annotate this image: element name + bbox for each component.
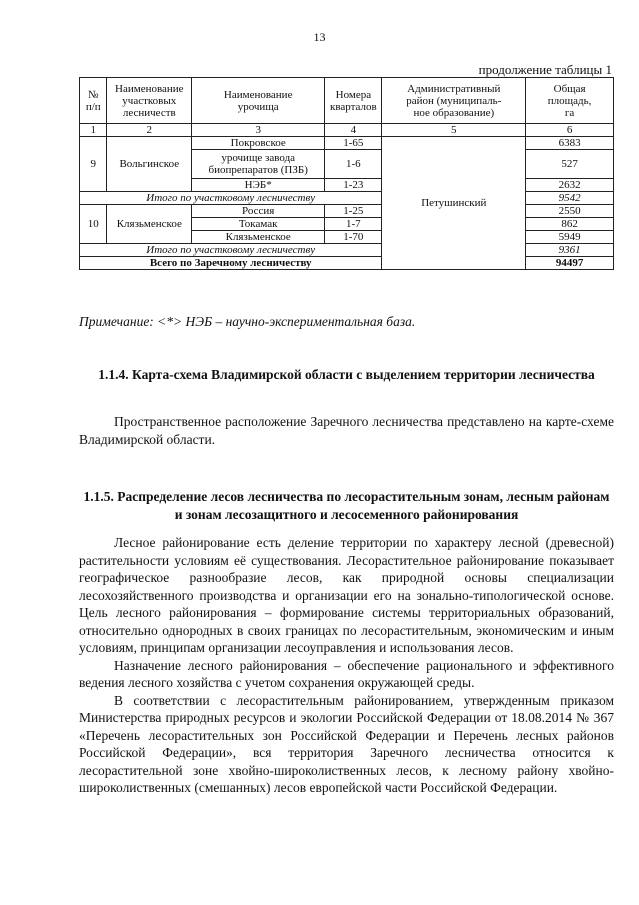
forestry-table xyxy=(79,77,614,270)
col-number: 4 xyxy=(325,124,382,137)
col-number: 1 xyxy=(80,124,107,137)
forestry-name: Вольгинское xyxy=(107,137,192,192)
forestry-name: Клязьменское xyxy=(107,205,192,244)
quarters: 1-7 xyxy=(325,218,382,231)
header-num: № п/п xyxy=(80,78,107,124)
page-number: 13 xyxy=(313,30,326,44)
quarters: 1-23 xyxy=(325,179,382,192)
subtotal-label: Итого по участковому лесничеству xyxy=(80,244,382,257)
header-district: Административный район (муниципаль- ное образование) xyxy=(382,78,526,124)
section-heading-zoning: 1.1.5. Распределение лесов лесничества по лесорастительным зонам, лесным районам и зонам лесозащитного и лесосеменного районирования xyxy=(83,489,610,522)
area: 2632 xyxy=(526,179,614,192)
district-name: Петушинский xyxy=(382,137,526,270)
tract-name: Токамак xyxy=(192,218,325,231)
tract-name: урочище завода биопрепаратов (ПЗБ) xyxy=(192,150,325,179)
col-number: 5 xyxy=(382,124,526,137)
col-number: 6 xyxy=(526,124,614,137)
tract-name: Клязьменское xyxy=(192,231,325,244)
col-number: 3 xyxy=(192,124,325,137)
tract-name: Россия xyxy=(192,205,325,218)
area: 5949 xyxy=(526,231,614,244)
header-tract: Наименование урочища xyxy=(192,78,325,124)
header-area: Общая площадь, га xyxy=(526,78,614,124)
section-body-zoning xyxy=(79,534,614,797)
table-continuation-label: продолжение таблицы 1 xyxy=(478,62,612,77)
table-note: Примечание: <*> НЭБ – научно-экспериментальная база. xyxy=(79,314,416,329)
tract-name: НЭБ* xyxy=(192,179,325,192)
subtotal-value: 9361 xyxy=(526,244,614,257)
section-heading-map: 1.1.4. Карта-схема Владимирской области с выделением территории лесничества xyxy=(98,367,595,382)
col-number: 2 xyxy=(107,124,192,137)
tract-name: Покровское xyxy=(192,137,325,150)
quarters: 1-65 xyxy=(325,137,382,150)
total-label: Всего по Заречному лесничеству xyxy=(80,257,382,270)
area: 527 xyxy=(526,150,614,179)
quarters: 1-25 xyxy=(325,205,382,218)
total-value: 94497 xyxy=(526,257,614,270)
header-quarters: Номера кварталов xyxy=(325,78,382,124)
area: 2550 xyxy=(526,205,614,218)
quarters: 1-70 xyxy=(325,231,382,244)
subtotal-value: 9542 xyxy=(526,192,614,205)
header-forestry: Наименование участковых лесничеств xyxy=(107,78,192,124)
row-number: 10 xyxy=(80,205,107,244)
body-paragraph: Назначение лесного районирования – обеспечение рационального и эффективного ведения лесного хозяйства с учетом сохранения окружающей среды. xyxy=(79,657,614,690)
subtotal-label: Итого по участковому лесничеству xyxy=(80,192,382,205)
quarters: 1-6 xyxy=(325,150,382,179)
row-number: 9 xyxy=(80,137,107,192)
body-paragraph: Лесное районирование есть деление территории по характеру лесной (древесной) растительности условиям её существования. Лесорастительное районирование показывает географическое разнообразие лесов, как природной основы специализации лесохозяйственного производства и организации его на зонально-типологической основе. Цель лесного районирования – формирование системы территориальных образований, относительно однородных в своих границах по лесорастительным, экономическим и иным условиям, принципам организации лесоуправления и использования лесов. xyxy=(79,535,614,655)
area: 862 xyxy=(526,218,614,231)
area: 6383 xyxy=(526,137,614,150)
section-paragraph-map: Пространственное расположение Заречного лесничества представлено на карте-схеме Владимирской области. xyxy=(79,414,614,447)
body-paragraph: В соответствии с лесорастительным районированием, утвержденным приказом Министерства природных ресурсов и экологии Российской Федерации от 18.08.2014 № 367 «Перечень лесорастительных зон Российской Федерации и Перечень лесных районов Российской Федерации», вся территория Заречного лесничества относится к лесорастительной зоне хвойно-широколиственных лесов, к лесному району хвойно-широколиственных (смешанных) лесов европейской части Российской Федерации. xyxy=(79,692,614,795)
